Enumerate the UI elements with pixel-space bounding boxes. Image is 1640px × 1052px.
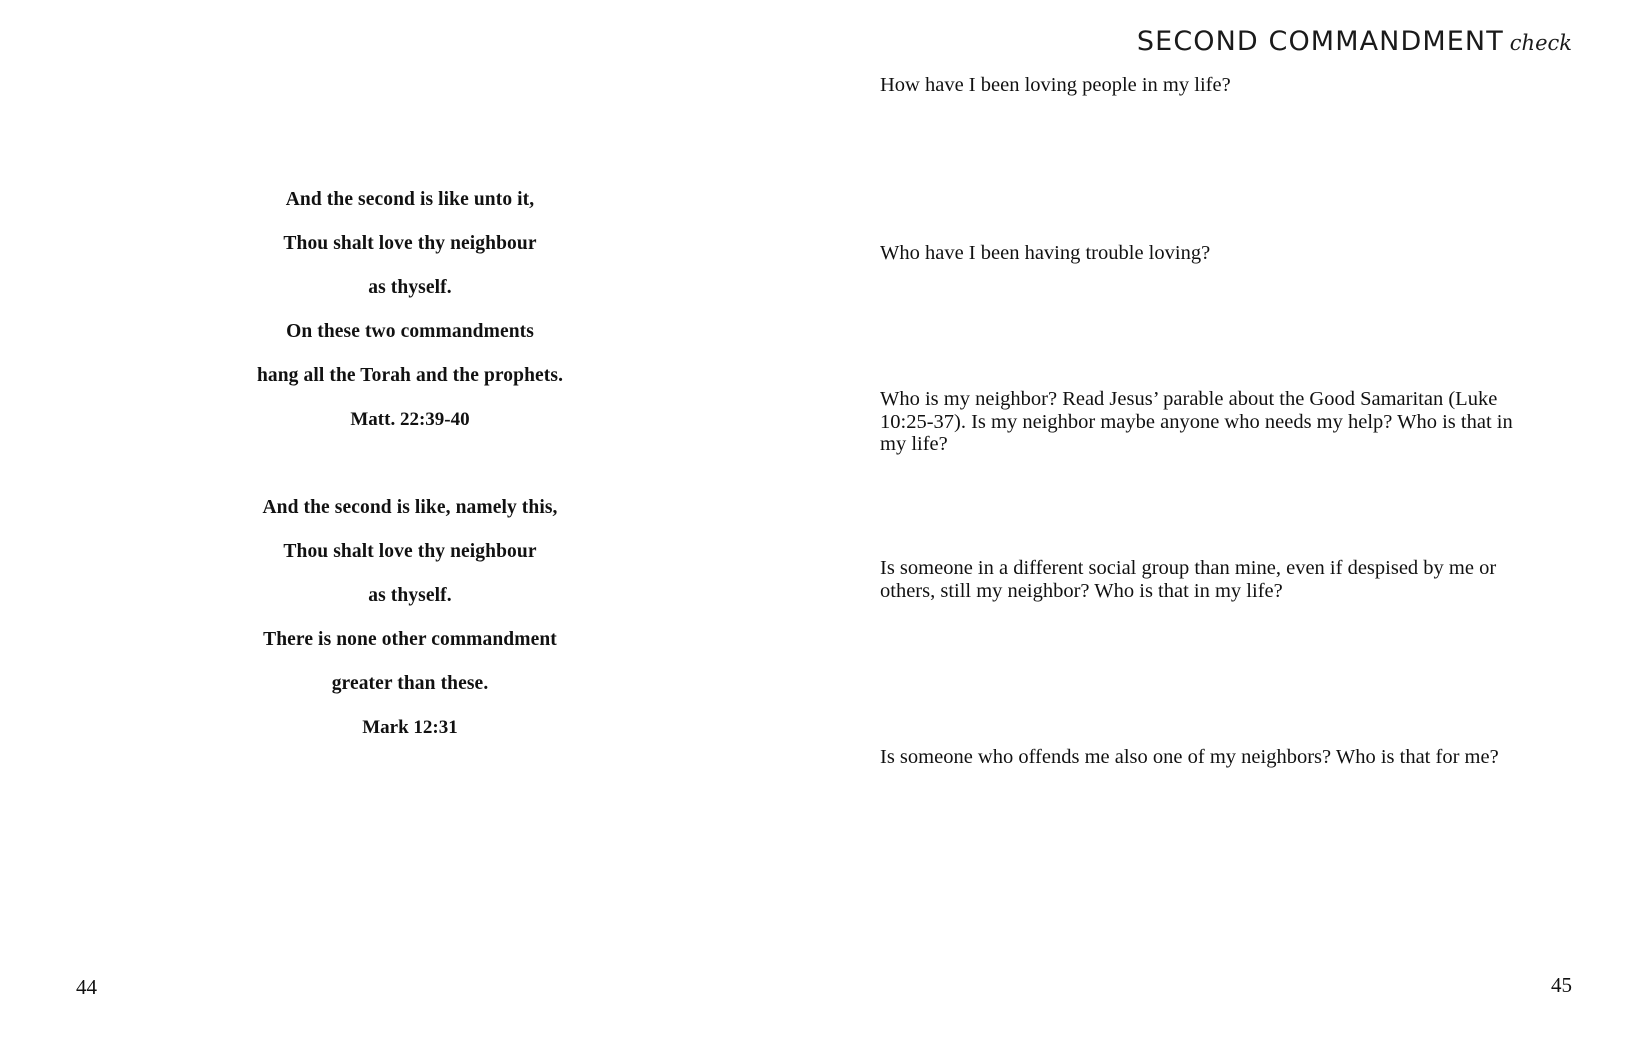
page-number-left: 44 xyxy=(76,975,97,999)
scripture-reference: Mark 12:31 xyxy=(362,717,458,738)
reflection-question: Who have I been having trouble loving? xyxy=(880,242,1211,264)
running-head-subtitle: check xyxy=(1509,31,1572,55)
scripture-reference: Matt. 22:39-40 xyxy=(350,409,470,430)
scripture-block-mark xyxy=(0,486,820,750)
verse-line: There is none other commandment xyxy=(263,629,557,650)
verse-line: And the second is like, namely this, xyxy=(262,497,558,518)
reflection-question: How have I been loving people in my life? xyxy=(880,74,1231,96)
verse-line: as thyself. xyxy=(368,277,452,298)
reflection-question: Who is my neighbor? Read Jesus’ parable about the Good Samaritan (Luke 10:25-37). Is my neighbor maybe anyone who needs my help? Who is that in my life? xyxy=(880,388,1513,455)
verse-line: hang all the Torah and the prophets. xyxy=(256,365,564,386)
right-page xyxy=(820,0,1640,1052)
reflection-question: Is someone who offends me also one of my neighbors? Who is that for me? xyxy=(880,746,1499,768)
page-number-right: 45 xyxy=(1551,973,1572,997)
scripture-block-matthew xyxy=(0,178,820,442)
verse-line: Thou shalt love thy neighbour xyxy=(283,541,537,562)
verse-line: Thou shalt love thy neighbour xyxy=(283,233,537,254)
verse-line: greater than these. xyxy=(331,673,489,694)
reflection-question: Is someone in a different social group than mine, even if despised by me or others, still my neighbor? Who is that in my life? xyxy=(880,557,1497,602)
verse-line: And the second is like unto it, xyxy=(285,189,535,210)
verse-line: as thyself. xyxy=(368,585,452,606)
running-head-title: SECOND COMMANDMENT xyxy=(1136,26,1504,57)
verse-line: On these two commandments xyxy=(286,321,534,342)
running-head xyxy=(1137,26,1572,57)
